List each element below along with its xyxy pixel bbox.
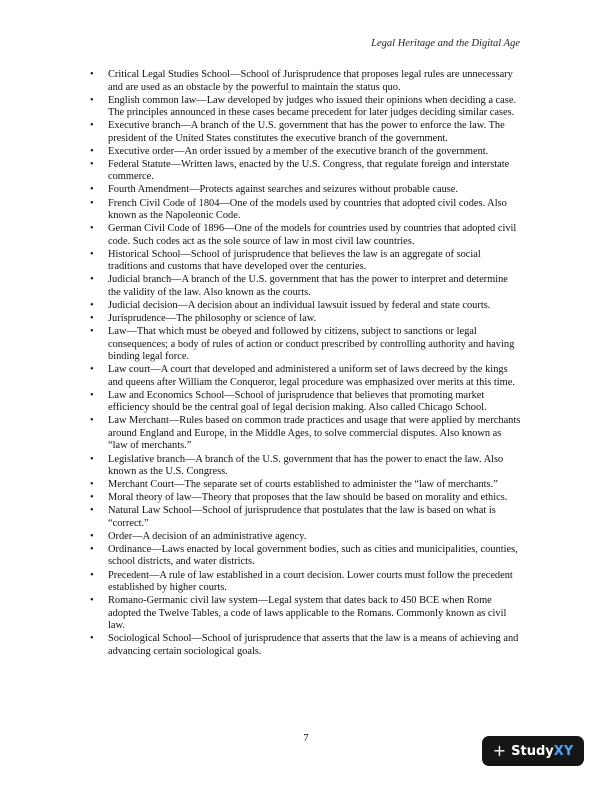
glossary-item-text: Judicial decision—A decision about an individual lawsuit issued by federal and state courts. [108,299,491,311]
glossary-item-text: Jurisprudence—The philosophy or science of law. [108,313,317,325]
bullet-icon: • [90,274,94,286]
glossary-item-text: Order—A decision of an administrative agency. [108,530,307,542]
glossary-item [92,364,522,389]
bullet-icon: • [90,633,94,645]
glossary-item [92,274,522,299]
bullet-icon: • [90,492,94,504]
glossary-list [92,69,522,658]
glossary-item [92,300,522,313]
glossary-item [92,159,522,184]
bullet-icon: • [90,184,94,196]
logo-brand: Study [511,743,554,759]
bullet-icon: • [90,94,94,106]
bullet-icon: • [90,389,94,401]
glossary-item [92,415,522,453]
glossary-item-text: Federal Statute—Written laws, enacted by the U.S. Congress, that regulate foreign and interstate commerce. [108,158,510,183]
running-header: Legal Heritage and the Digital Age [371,38,520,49]
glossary-item-text: German Civil Code of 1896—One of the models for countries used by countries that adopted civil code. Such codes act as the sole source of law in most civil law countries. [108,223,517,247]
glossary-item-text: English common law—Law developed by judges who issued their opinions when deciding a case. The principles announced in these cases became precedent for later judges deciding similar cases. [108,94,517,119]
bullet-icon: • [90,569,94,581]
glossary-item-text: Ordinance—Laws enacted by local government bodies, such as cities and municipalities, counties, school districts, and water districts. [108,543,518,568]
glossary-item-text: Historical School—School of jurisprudence that believes the law is an aggregate of social traditions and customs that have developed over the centuries. [108,248,481,273]
plus-icon: + [492,741,507,760]
bullet-icon: • [90,313,94,325]
glossary-item-text: Law Merchant—Rules based on common trade practices and usage that were applied by merchants around England and Europe, in the Middle Ages, to solve commercial disputes. Also known as “law of merchants.” [108,415,521,452]
glossary-item [92,184,522,197]
glossary-item-text: Law and Economics School—School of jurisprudence that believes that promoting market efficiency should be the central goal of legal decision making. Also called Chicago School. [108,389,487,414]
glossary-item-text: Merchant Court—The separate set of courts established to administer the “law of merchants.” [108,479,498,491]
bullet-icon: • [90,120,94,132]
glossary-item-text: Sociological School—School of jurisprudence that asserts that the law is a means of achieving and advancing certain sociological goals. [108,633,519,657]
logo-text [511,744,573,759]
bullet-icon: • [90,158,94,170]
glossary-item-text: Critical Legal Studies School—School of Jurisprudence that proposes legal rules are unnecessary and are used as an obstacle by the powerful to maintain the status quo. [108,69,513,93]
glossary-item [92,146,522,159]
glossary-item-text: Judicial branch—A branch of the U.S. government that has the power to interpret and determine the validity of the law. Also known as the courts. [108,274,508,298]
glossary-item-text: Moral theory of law—Theory that proposes that the law should be based on morality and ethics. [108,492,508,504]
glossary-item [92,595,522,633]
glossary-item [92,505,522,530]
glossary-item-text: Legislative branch—A branch of the U.S. government that has the power to enact the law. Also known as the U.S. Congress. [108,453,504,477]
glossary-item [92,95,522,120]
logo-suffix: XY [553,743,574,759]
bullet-icon: • [90,69,94,80]
glossary-item [92,223,522,248]
glossary-item [92,120,522,145]
glossary-item-text: Executive order—An order issued by a member of the executive branch of the government. [108,145,489,157]
bullet-icon: • [90,197,94,209]
bullet-icon: • [90,453,94,465]
bullet-icon: • [90,595,94,607]
glossary-item-text: Precedent—A rule of law established in a court decision. Lower courts must follow the precedent established by higher courts. [108,569,513,594]
bullet-icon: • [90,299,94,311]
glossary-item [92,198,522,223]
glossary-item [92,570,522,595]
page-number: 7 [303,733,309,744]
glossary-item [92,479,522,492]
glossary-item-text: Romano-Germanic civil law system—Legal system that dates back to 450 BCE when Rome adopted the Twelve Tables, a code of laws applicable to the Romans. Commonly known as civil law. [108,595,507,632]
glossary-item-text: Fourth Amendment—Protects against searches and seizures without probable cause. [108,184,459,196]
bullet-icon: • [90,505,94,517]
glossary-item [92,531,522,544]
bullet-icon: • [90,223,94,235]
glossary-list-container [92,69,522,659]
bullet-icon: • [90,364,94,376]
glossary-item-text: Law court—A court that developed and administered a uniform set of laws decreed by the kings and queens after William the Conqueror, legal procedure was emphasized over merits at this time. [108,364,515,388]
bullet-icon: • [90,248,94,260]
studyxy-logo [482,736,584,766]
glossary-item [92,249,522,274]
glossary-item [92,326,522,364]
glossary-item [92,544,522,569]
bullet-icon: • [90,543,94,555]
glossary-item [92,390,522,415]
glossary-item-text: Law—That which must be obeyed and followed by citizens, subject to sanctions or legal consequences; a body of rules of action or conduct prescribed by controlling authority and having binding legal force. [108,326,515,363]
bullet-icon: • [90,326,94,338]
glossary-item [92,454,522,479]
glossary-item [92,492,522,505]
glossary-item-text: Executive branch—A branch of the U.S. government that has the power to enforce the law. The president of the United States constitutes the executive branch of the government. [108,120,505,144]
bullet-icon: • [90,530,94,542]
glossary-item [92,633,522,658]
glossary-item-text: French Civil Code of 1804—One of the models used by countries that adopted civil codes. Also known as the Napoleonic Code. [108,197,507,222]
bullet-icon: • [90,145,94,157]
bullet-icon: • [90,415,94,427]
glossary-item [92,69,522,94]
bullet-icon: • [90,479,94,491]
glossary-item-text: Natural Law School—School of jurisprudence that postulates that the law is based on what is “correct.” [108,505,496,529]
glossary-item [92,313,522,326]
